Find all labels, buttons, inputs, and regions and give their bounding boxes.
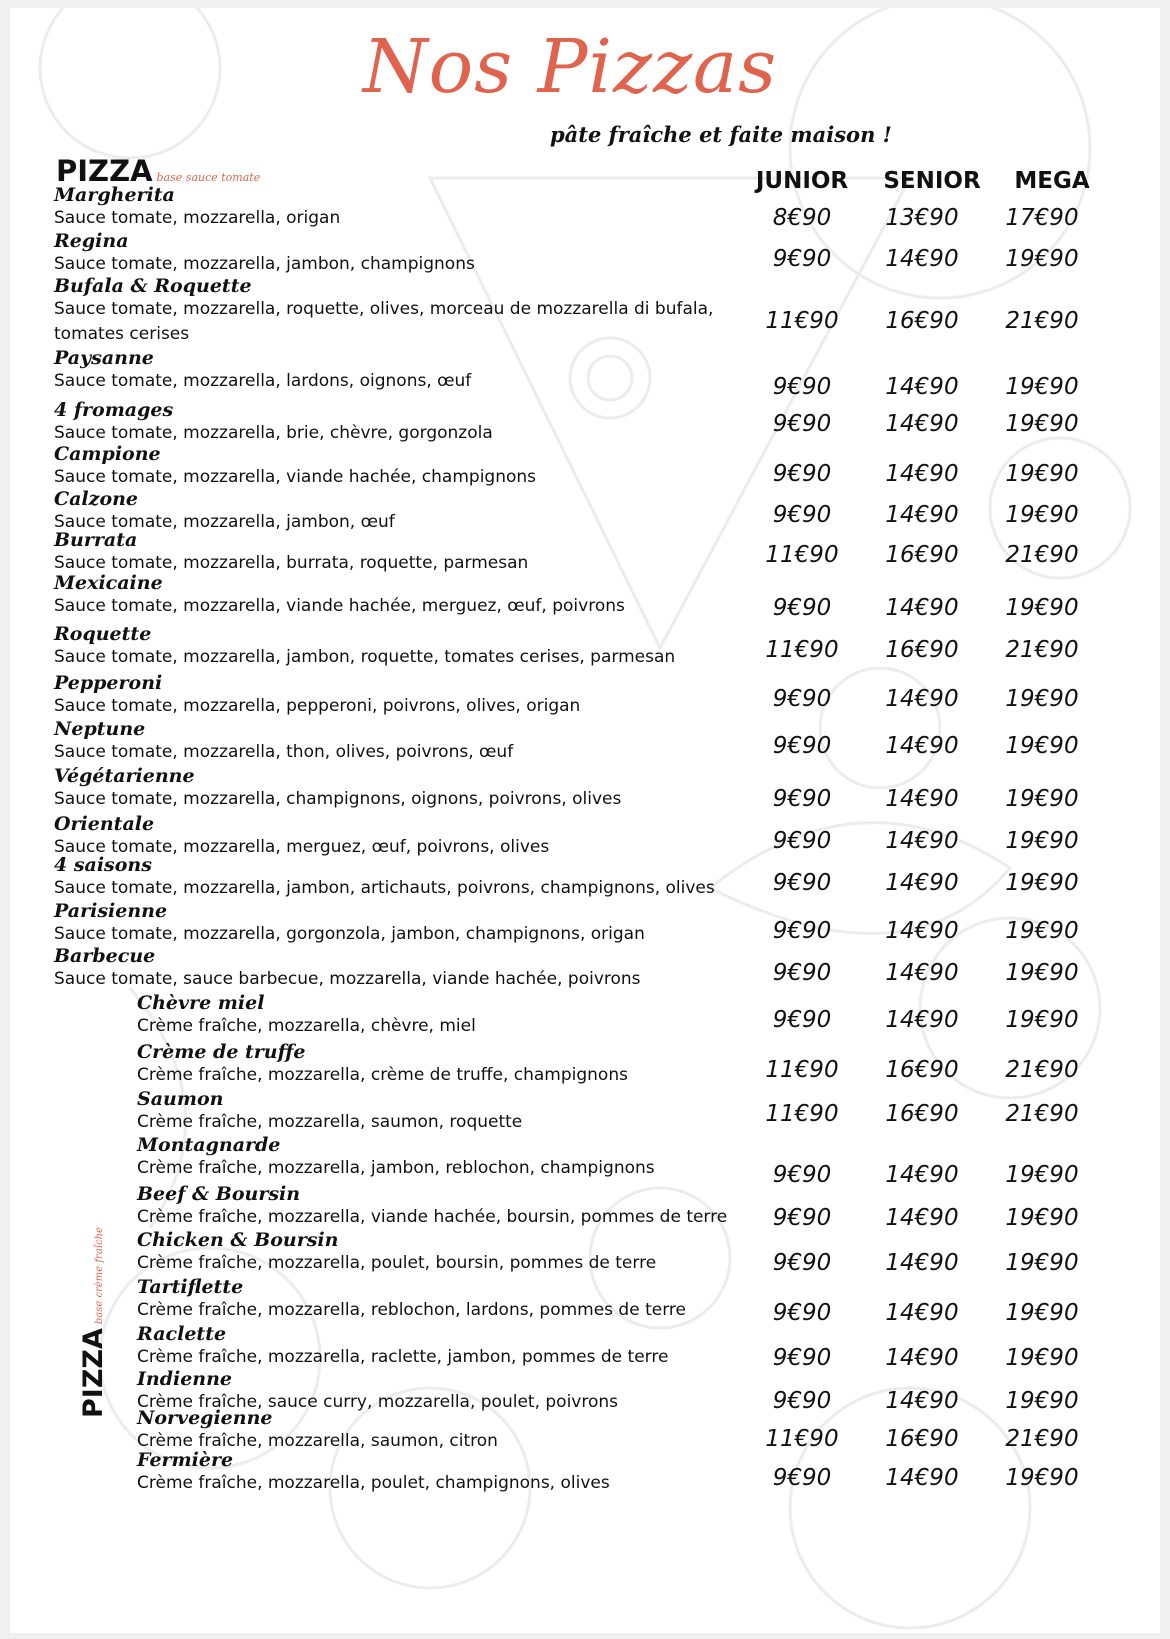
pizza-name: Raclette <box>137 1323 227 1345</box>
menu-item <box>54 719 513 765</box>
price-junior: 9€90 <box>772 918 832 944</box>
price-senior: 14€90 <box>885 595 959 621</box>
pizza-name: Neptune <box>54 718 146 740</box>
pizza-ingredients: Sauce tomate, mozzarella, viande hachée, merguez, œuf, poivrons <box>54 596 625 616</box>
price-mega: 19€90 <box>1005 1345 1079 1371</box>
menu-item <box>137 1184 727 1230</box>
price-senior: 14€90 <box>885 374 959 400</box>
price-mega: 19€90 <box>1005 374 1079 400</box>
menu-item <box>54 444 536 490</box>
price-senior: 14€90 <box>885 411 959 437</box>
price-senior: 14€90 <box>885 1345 959 1371</box>
price-senior: 14€90 <box>885 733 959 759</box>
price-mega: 21€90 <box>1005 542 1079 568</box>
price-mega: 21€90 <box>1005 308 1079 334</box>
pizza-ingredients: Sauce tomate, mozzarella, origan <box>54 208 341 228</box>
price-mega: 21€90 <box>1005 637 1079 663</box>
price-junior: 11€90 <box>765 1426 839 1452</box>
price-senior: 16€90 <box>885 1426 959 1452</box>
pizza-name: Tartiflette <box>137 1276 244 1298</box>
price-senior: 14€90 <box>885 786 959 812</box>
price-junior: 11€90 <box>765 542 839 568</box>
pizza-ingredients: Crème fraîche, mozzarella, viande hachée, boursin, pommes de terre <box>137 1207 728 1227</box>
price-junior: 9€90 <box>772 1162 832 1188</box>
pizza-name: Calzone <box>54 488 139 510</box>
menu-item <box>54 946 641 992</box>
pizza-name: Campione <box>54 443 161 465</box>
pizza-name: Margherita <box>54 184 175 206</box>
price-senior: 14€90 <box>885 1465 959 1491</box>
pizza-ingredients: Crème fraîche, mozzarella, chèvre, miel <box>137 1016 476 1036</box>
pizza-name: Chicken & Boursin <box>137 1229 339 1251</box>
pizza-name: Pepperoni <box>54 672 163 694</box>
pizza-ingredients: Sauce tomate, mozzarella, viande hachée, champignons <box>54 467 537 487</box>
price-mega: 19€90 <box>1005 1388 1079 1414</box>
price-junior: 11€90 <box>765 637 839 663</box>
price-junior: 9€90 <box>772 1345 832 1371</box>
pizza-ingredients: Crème fraîche, mozzarella, poulet, boursin, pommes de terre <box>137 1253 657 1273</box>
pizza-ingredients: Crème fraîche, mozzarella, reblochon, lardons, pommes de terre <box>137 1300 686 1320</box>
pizza-ingredients: Crème fraîche, mozzarella, saumon, citron <box>137 1431 498 1451</box>
price-mega: 19€90 <box>1005 960 1079 986</box>
menu-item <box>137 1042 628 1088</box>
pizza-name: Bufala & Roquette <box>54 275 252 297</box>
column-header-mega: MEGA <box>1014 168 1090 194</box>
price-senior: 14€90 <box>885 1205 959 1231</box>
pizza-ingredients: Sauce tomate, mozzarella, brie, chèvre, gorgonzola <box>54 423 493 443</box>
menu-item <box>54 673 580 719</box>
pizza-ingredients: Sauce tomate, sauce barbecue, mozzarella, viande hachée, poivrons <box>54 969 641 989</box>
price-junior: 11€90 <box>765 1057 839 1083</box>
menu-item <box>54 231 475 277</box>
price-mega: 19€90 <box>1005 1162 1079 1188</box>
price-mega: 19€90 <box>1005 595 1079 621</box>
pizza-ingredients: Sauce tomate, mozzarella, jambon, champignons <box>54 254 475 274</box>
pizza-ingredients: Crème fraîche, mozzarella, raclette, jambon, pommes de terre <box>137 1347 669 1367</box>
pizza-name: Fermière <box>137 1449 234 1471</box>
price-junior: 9€90 <box>772 786 832 812</box>
price-junior: 9€90 <box>772 960 832 986</box>
price-senior: 13€90 <box>885 205 959 231</box>
price-senior: 16€90 <box>885 637 959 663</box>
pizza-name: Beef & Boursin <box>137 1183 301 1205</box>
pizza-ingredients: Crème fraîche, mozzarella, jambon, reblochon, champignons <box>137 1158 655 1178</box>
section-heading-creme <box>78 1227 109 1418</box>
pizza-ingredients: Sauce tomate, mozzarella, lardons, oignons, œuf <box>54 371 472 391</box>
menu-item <box>137 1230 656 1276</box>
price-senior: 14€90 <box>885 828 959 854</box>
price-junior: 9€90 <box>772 1388 832 1414</box>
menu-title: Nos Pizzas <box>362 24 778 110</box>
price-mega: 19€90 <box>1005 1205 1079 1231</box>
price-mega: 19€90 <box>1005 1007 1079 1033</box>
column-header-junior: JUNIOR <box>755 168 849 194</box>
pizza-name: Saumon <box>137 1088 224 1110</box>
pizza-ingredients: Sauce tomate, mozzarella, jambon, roquette, tomates cerises, parmesan <box>54 647 676 667</box>
pizza-name: Norvegienne <box>137 1407 273 1429</box>
pizza-name: Barbecue <box>54 945 156 967</box>
price-mega: 21€90 <box>1005 1057 1079 1083</box>
price-mega: 19€90 <box>1005 1250 1079 1276</box>
price-junior: 9€90 <box>772 870 832 896</box>
menu-subtitle: pâte fraîche et faite maison ! <box>550 122 892 147</box>
price-senior: 14€90 <box>885 1300 959 1326</box>
pizza-ingredients: Sauce tomate, mozzarella, jambon, artichauts, poivrons, champignons, olives <box>54 878 715 898</box>
pizza-name: Regina <box>54 230 129 252</box>
menu-item <box>54 276 714 347</box>
menu-item <box>54 573 625 619</box>
pizza-name: Indienne <box>137 1368 233 1390</box>
pizza-name: 4 saisons <box>54 854 152 876</box>
column-header-senior: SENIOR <box>883 168 981 194</box>
pizza-ingredients: Sauce tomate, mozzarella, roquette, olives, morceau de mozzarella di bufala, tomates cerises <box>54 299 714 344</box>
price-junior: 9€90 <box>772 1300 832 1326</box>
price-senior: 14€90 <box>885 1007 959 1033</box>
price-junior: 9€90 <box>772 461 832 487</box>
menu-item <box>137 1324 668 1370</box>
price-senior: 14€90 <box>885 502 959 528</box>
pizza-name: Paysanne <box>54 347 154 369</box>
price-junior: 9€90 <box>772 502 832 528</box>
price-junior: 9€90 <box>772 1250 832 1276</box>
pizza-ingredients: Crème fraîche, mozzarella, crème de truffe, champignons <box>137 1065 628 1085</box>
price-mega: 19€90 <box>1005 870 1079 896</box>
price-mega: 19€90 <box>1005 461 1079 487</box>
price-mega: 17€90 <box>1005 205 1079 231</box>
pizza-ingredients: Sauce tomate, mozzarella, thon, olives, poivrons, œuf <box>54 742 514 762</box>
price-mega: 19€90 <box>1005 502 1079 528</box>
price-mega: 19€90 <box>1005 918 1079 944</box>
price-senior: 16€90 <box>885 308 959 334</box>
price-mega: 19€90 <box>1005 786 1079 812</box>
price-mega: 21€90 <box>1005 1101 1079 1127</box>
pizza-ingredients: Crème fraîche, mozzarella, saumon, roquette <box>137 1112 523 1132</box>
pizza-ingredients: Sauce tomate, mozzarella, merguez, œuf, poivrons, olives <box>54 837 550 857</box>
price-junior: 9€90 <box>772 1465 832 1491</box>
price-senior: 14€90 <box>885 1388 959 1414</box>
pizza-name: Chèvre miel <box>137 992 265 1014</box>
price-senior: 16€90 <box>885 1057 959 1083</box>
price-mega: 19€90 <box>1005 686 1079 712</box>
section-heading-tomate <box>56 154 260 188</box>
pizza-ingredients: Sauce tomate, mozzarella, champignons, oignons, poivrons, olives <box>54 789 622 809</box>
pizza-name: Parisienne <box>54 900 168 922</box>
price-senior: 14€90 <box>885 960 959 986</box>
price-junior: 9€90 <box>772 595 832 621</box>
price-senior: 14€90 <box>885 1162 959 1188</box>
section-sublabel: base sauce tomate <box>156 171 261 184</box>
price-junior: 11€90 <box>765 308 839 334</box>
price-senior: 14€90 <box>885 918 959 944</box>
pizza-ingredients: Sauce tomate, mozzarella, jambon, œuf <box>54 512 395 532</box>
price-junior: 8€90 <box>772 205 832 231</box>
price-mega: 19€90 <box>1005 1465 1079 1491</box>
price-junior: 9€90 <box>772 686 832 712</box>
menu-item <box>54 624 675 670</box>
menu-item <box>54 901 645 947</box>
price-mega: 19€90 <box>1005 828 1079 854</box>
price-junior: 9€90 <box>772 1007 832 1033</box>
pizza-name: Crème de truffe <box>137 1041 306 1063</box>
price-senior: 14€90 <box>885 1250 959 1276</box>
menu-item <box>54 348 471 394</box>
price-senior: 14€90 <box>885 870 959 896</box>
menu-item <box>137 1408 498 1454</box>
price-senior: 14€90 <box>885 461 959 487</box>
pizza-ingredients: Sauce tomate, mozzarella, burrata, roquette, parmesan <box>54 553 529 573</box>
price-senior: 14€90 <box>885 246 959 272</box>
menu-item <box>54 855 715 901</box>
menu-item <box>54 530 528 576</box>
menu-item <box>137 1277 686 1323</box>
price-junior: 9€90 <box>772 1205 832 1231</box>
pizza-ingredients: Crème fraîche, sauce curry, mozzarella, poulet, poivrons <box>137 1392 619 1412</box>
price-junior: 9€90 <box>772 828 832 854</box>
pizza-name: 4 fromages <box>54 399 174 421</box>
pizza-name: Roquette <box>54 623 152 645</box>
pizza-name: Burrata <box>54 529 138 551</box>
pizza-name: Végétarienne <box>54 765 195 787</box>
price-senior: 16€90 <box>885 1101 959 1127</box>
price-junior: 9€90 <box>772 246 832 272</box>
price-junior: 9€90 <box>772 411 832 437</box>
section-label: PIZZA <box>56 154 153 188</box>
menu-item <box>137 1089 522 1135</box>
menu-item <box>137 1135 655 1181</box>
menu-item <box>137 1450 610 1496</box>
price-mega: 19€90 <box>1005 246 1079 272</box>
price-mega: 21€90 <box>1005 1426 1079 1452</box>
pizza-name: Montagnarde <box>137 1134 281 1156</box>
menu-item <box>54 185 340 231</box>
section-label: PIZZA <box>78 1328 109 1418</box>
pizza-ingredients: Sauce tomate, mozzarella, gorgonzola, jambon, champignons, origan <box>54 924 645 944</box>
price-junior: 11€90 <box>765 1101 839 1127</box>
section-sublabel: base crème fraîche <box>94 1227 105 1325</box>
menu-page <box>10 8 1160 1633</box>
menu-item <box>137 993 476 1039</box>
menu-item <box>54 400 493 446</box>
price-mega: 19€90 <box>1005 733 1079 759</box>
pizza-ingredients: Crème fraîche, mozzarella, poulet, champignons, olives <box>137 1473 610 1493</box>
pizza-name: Mexicaine <box>54 572 163 594</box>
price-junior: 9€90 <box>772 374 832 400</box>
price-mega: 19€90 <box>1005 1300 1079 1326</box>
pizza-ingredients: Sauce tomate, mozzarella, pepperoni, poivrons, olives, origan <box>54 696 581 716</box>
price-mega: 19€90 <box>1005 411 1079 437</box>
price-junior: 9€90 <box>772 733 832 759</box>
price-senior: 16€90 <box>885 542 959 568</box>
price-senior: 14€90 <box>885 686 959 712</box>
menu-item <box>54 766 621 812</box>
pizza-name: Orientale <box>54 813 155 835</box>
